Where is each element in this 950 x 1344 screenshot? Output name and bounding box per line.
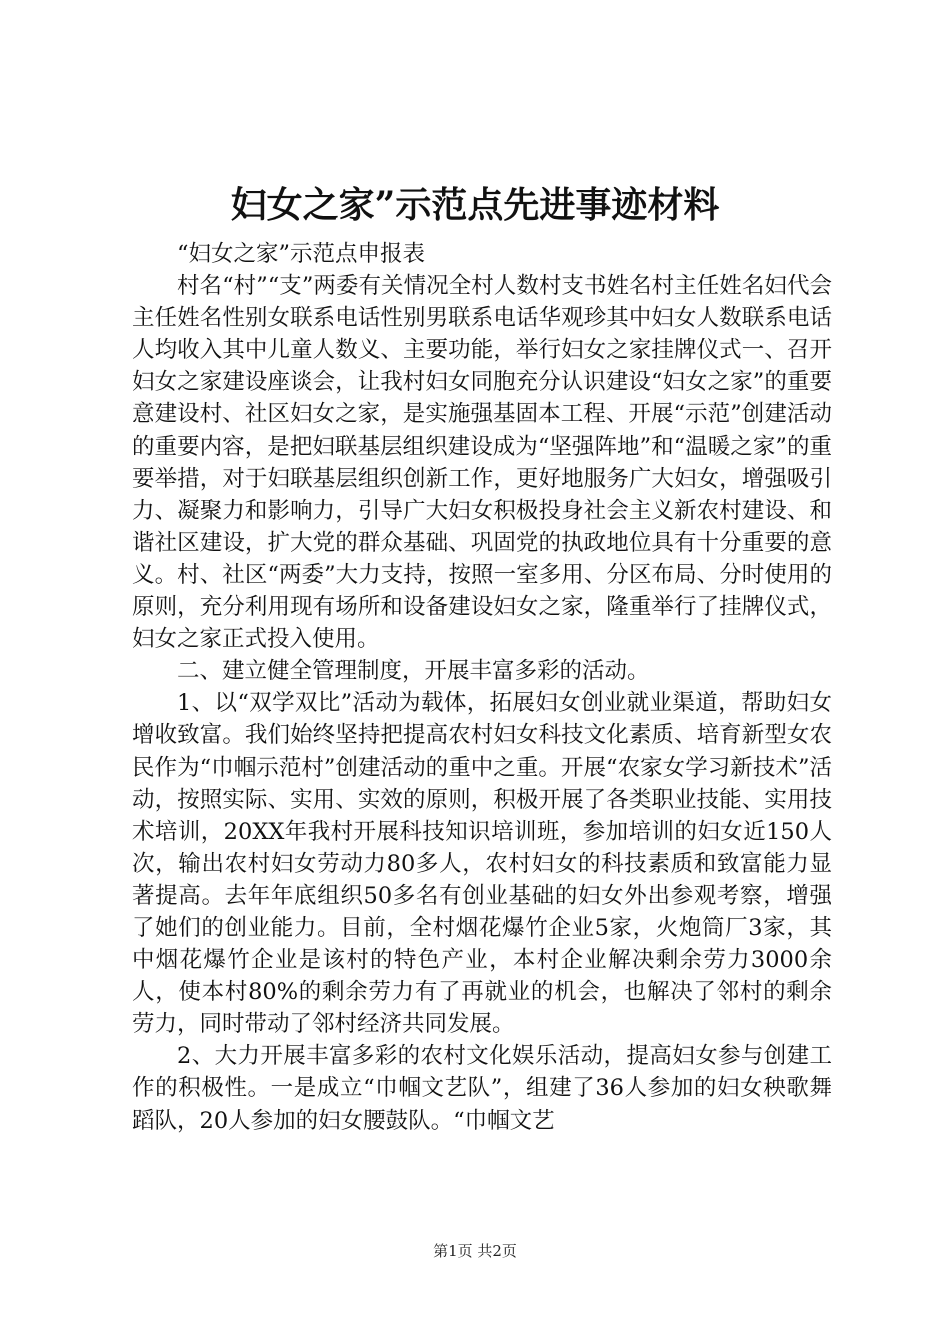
page-footer: 第1页 共2页	[433, 1242, 517, 1260]
document-body	[132, 238, 832, 1137]
paragraph-item-two: 2、大力开展丰富多彩的农村文化娱乐活动，提高妇女参与创建工作的积极性。一是成立“巾帼文艺队”，组建了36人参加的妇女秧歌舞蹈队，20人参加的妇女腰鼓队。“巾帼文艺	[132, 1043, 832, 1134]
paragraph-intro: 村名“村”“支”两委有关情况全村人数村支书姓名村主任姓名妇代会主任姓名性别女联系电话性别男联系电话华观珍其中妇女人数联系电话人均收入其中儿童人数义、主要功能，举行妇女之家挂牌仪式一、召开妇女之家建设座谈会，让我村妇女同胞充分认识建设“妇女之家”的重要意建设村、社区妇女之家，是实施强基固本工程、开展“示范”创建活动的重要内容，是把妇联基层组织建设成为“坚强阵地”和“温暖之家”的重要举措，对于妇联基层组织创新工作，更好地服务广大妇女，增强吸引力、凝聚力和影响力，引导广大妇女积极投身社会主义新农村建设、和谐社区建设，扩大党的群众基础、巩固党的执政地位具有十分重要的意义。村、社区“两委”大力支持，按照一室多用、分区布局、分时使用的原则，充分利用现有场所和设备建设妇女之家，隆重举行了挂牌仪式，妇女之家正式投入使用。	[132, 273, 832, 653]
paragraph-section-two: 二、建立健全管理制度，开展丰富多彩的活动。	[177, 658, 650, 685]
paragraph-item-one: 1、以“双学双比”活动为载体，拓展妇女创业就业渠道，帮助妇女增收致富。我们始终坚持把提高农村妇女科技文化素质、培育新型女农民作为“巾帼示范村”创建活动的重中之重。开展“农家女学习新技术”活动，按照实际、实用、实效的原则，积极开展了各类职业技能、实用技术培训，20XX年我村开展科技知识培训班，参加培训的妇女近150人次，输出农村妇女劳动力80多人，农村妇女的科技素质和致富能力显著提高。去年年底组织50多名有创业基础的妇女外出参观考察，增强了她们的创业能力。目前，全村烟花爆竹企业5家，火炮筒厂3家，其中烟花爆竹企业是该村的特色产业，本村企业解决剩余劳力3000余人，使本村80%的剩余劳力有了再就业的机会，也解决了邻村的剩余劳力，同时带动了邻村经济共同发展。	[132, 690, 832, 1038]
paragraph-form-heading: “妇女之家”示范点申报表	[177, 241, 426, 267]
document-title: 妇女之家”示范点先进事迹材料	[230, 184, 720, 226]
